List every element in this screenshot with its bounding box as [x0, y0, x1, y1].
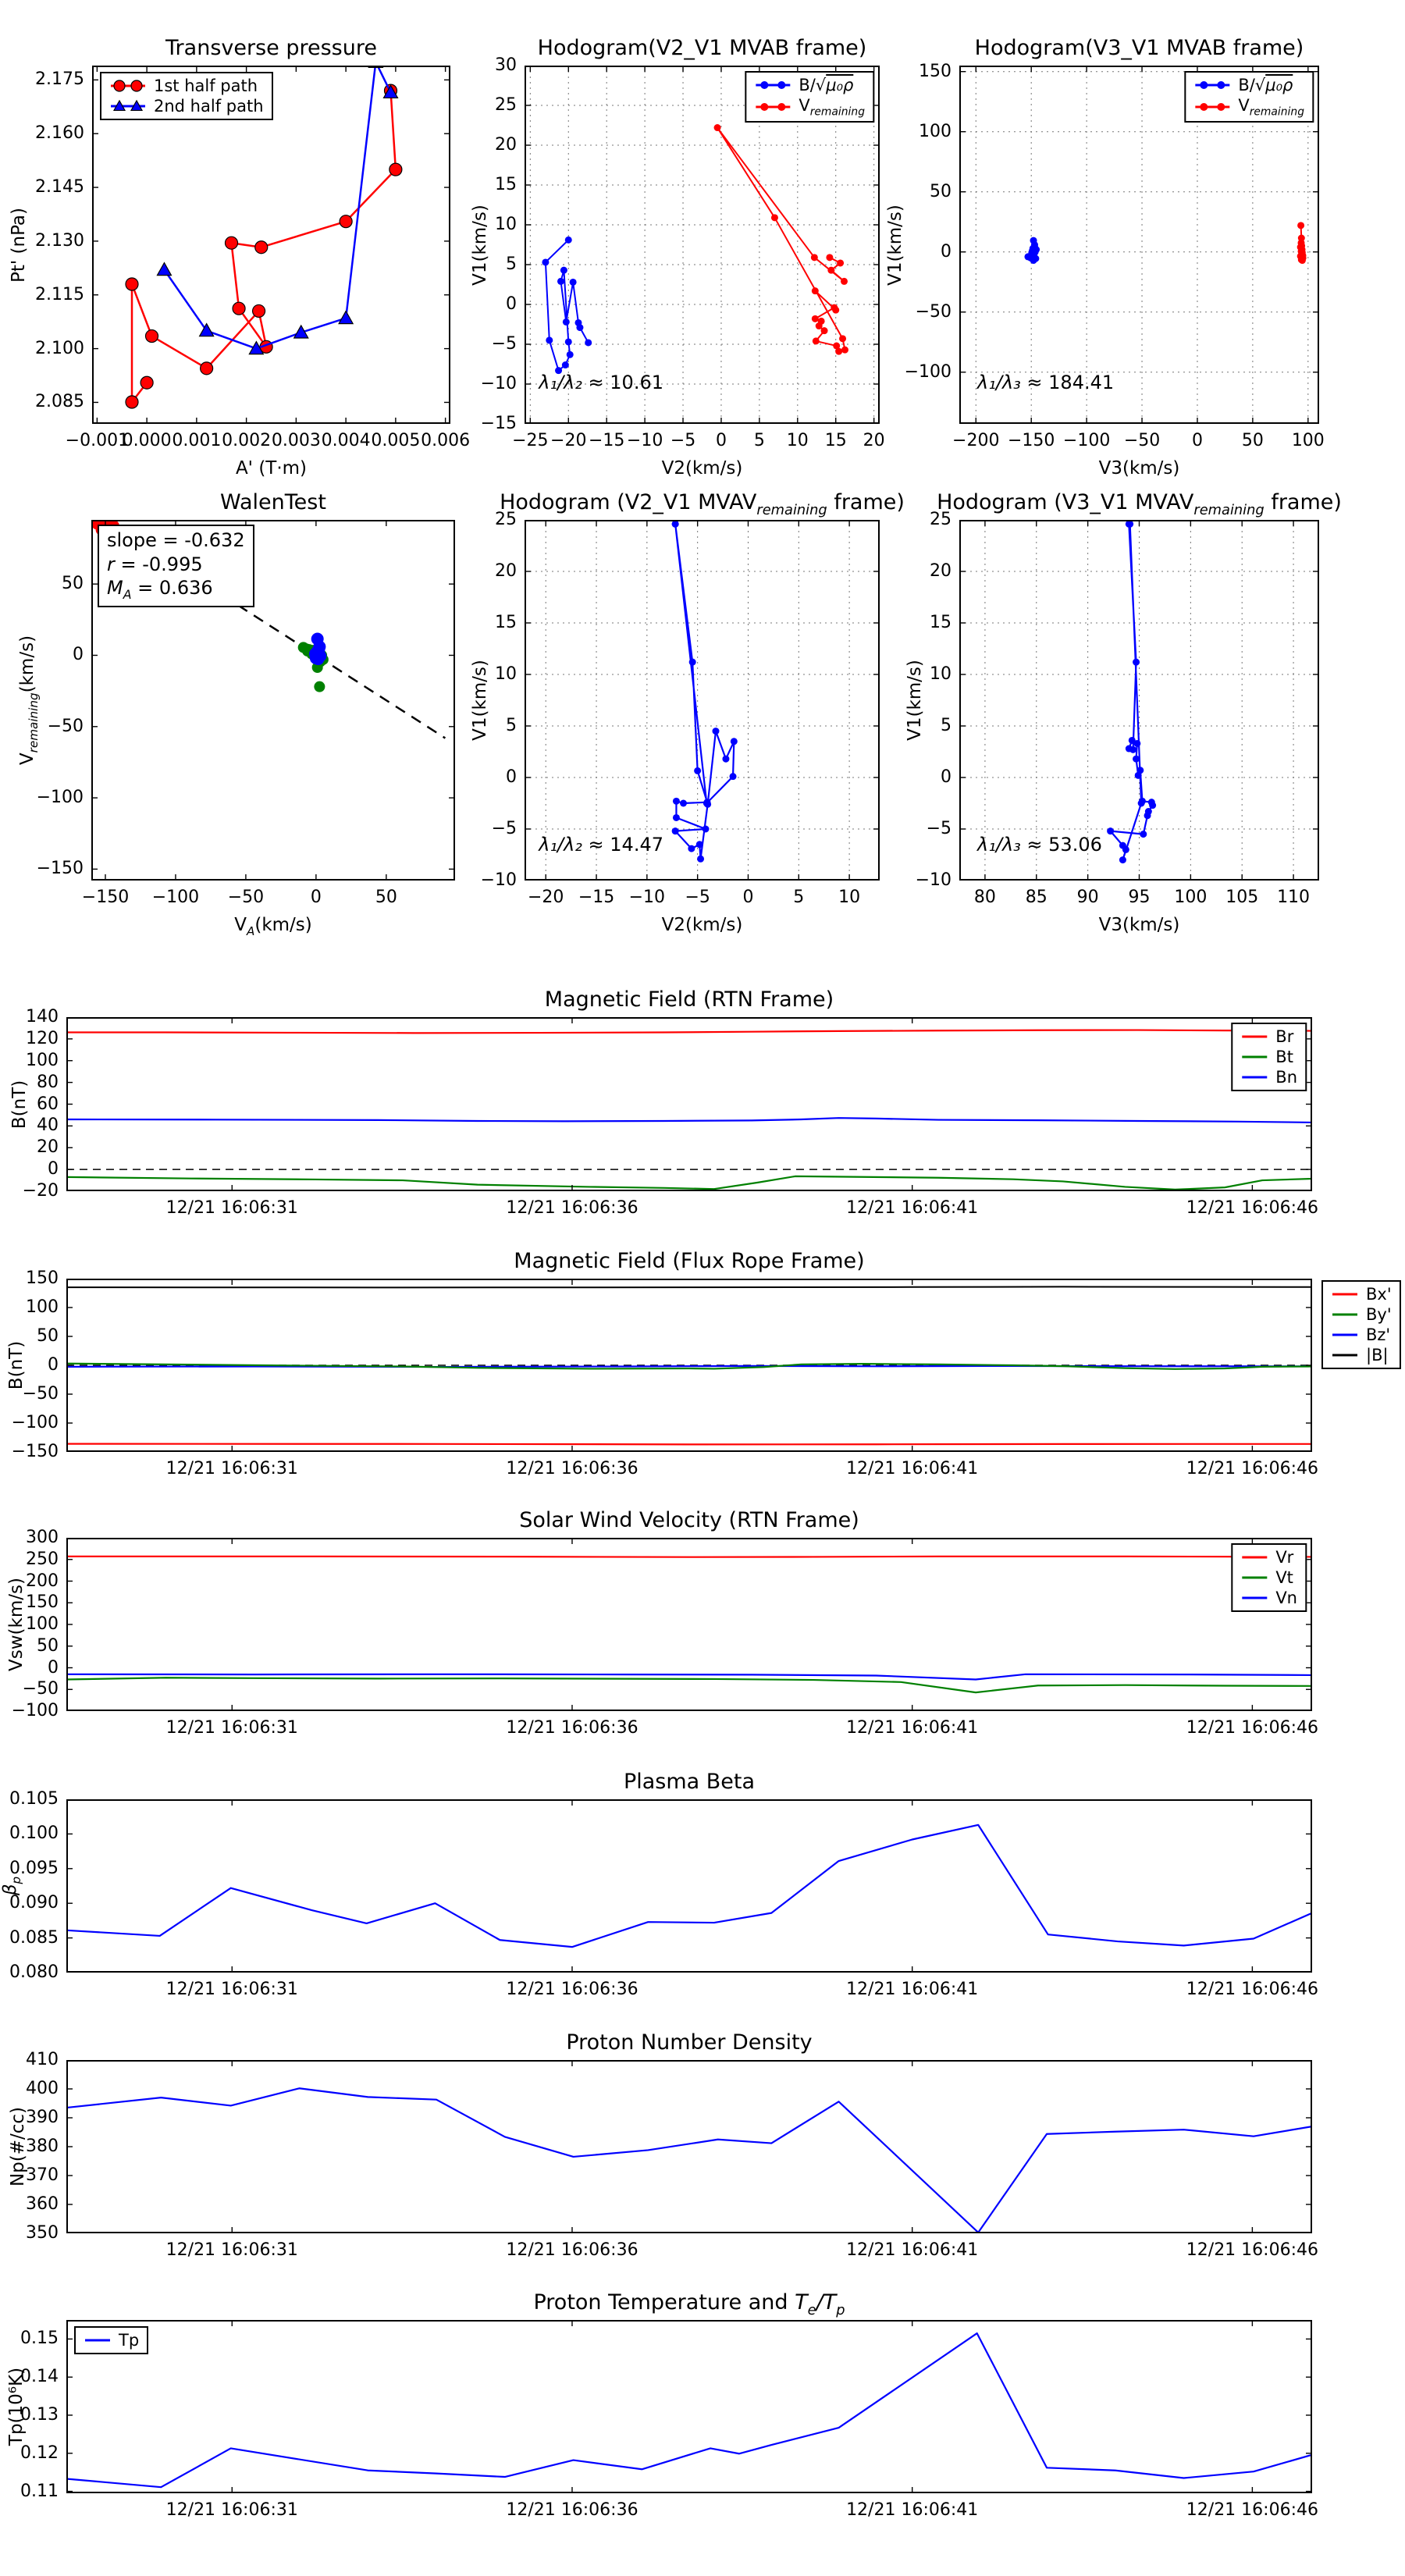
magnetic-rtn-ylabel: B(nT) — [9, 1080, 30, 1129]
proton-number-density-time-tick: 12/21 16:06:46 — [1186, 2240, 1318, 2260]
solar-wind-velocity-ytick: 150 — [26, 1592, 59, 1613]
hodogram-v2v1-mvab-xlabel: V2(km/s) — [661, 458, 743, 479]
hodogram-v3v1-mvav-svg — [959, 520, 1319, 881]
hodogram-v3v1-mvab-ytick: 150 — [919, 61, 951, 81]
hodogram-v2v1-mvab-legend — [745, 71, 874, 123]
hodogram-v2v1-mvab-ytick: −5 — [491, 334, 517, 354]
hodogram-v2v1-mvav-annotation: λ₁/λ₂ ≈ 14.47 — [539, 833, 663, 856]
proton-number-density-title: Proton Number Density — [566, 2030, 813, 2055]
proton-number-density-time-tick: 12/21 16:06:31 — [165, 2240, 298, 2260]
transverse-pressure-ytick: 2.175 — [35, 69, 84, 90]
hodogram-v3v1-mvab-ytick: 50 — [930, 181, 951, 201]
hodogram-v2v1-mvab-xtick: 15 — [824, 431, 847, 450]
proton-temperature-ylabel: Tp(10⁶K) — [6, 2367, 27, 2446]
proton-temperature-legend — [74, 2326, 148, 2354]
hodogram-v3v1-mvab-title: Hodogram(V3_V1 MVAB frame) — [974, 36, 1304, 60]
hodogram-v3v1-mvab-xtick: −100 — [1062, 431, 1111, 450]
hodogram-v3v1-mvab-xtick: −150 — [1007, 431, 1055, 450]
walen-test-ytick: −100 — [36, 788, 84, 808]
hodogram-v3v1-mvav-title: Hodogram (V3_V1 $MVAV_{remaining}$ frame) — [937, 490, 1342, 518]
hodogram-v3v1-mvab-xtick: −50 — [1123, 431, 1161, 450]
magnetic-fluxrope-ytick: −150 — [11, 1442, 59, 1461]
proton-temperature-plot-area — [66, 2320, 1312, 2493]
legend-swatch — [1193, 77, 1231, 93]
magnetic-fluxrope-ylabel: B(nT) — [6, 1340, 27, 1390]
plasma-beta-svg — [66, 1799, 1312, 1973]
proton-temperature-time-tick: 12/21 16:06:31 — [165, 2500, 298, 2520]
solar-wind-velocity-ytick: 0 — [48, 1657, 59, 1678]
hodogram-v2v1-mvav-ytick: 20 — [495, 561, 517, 581]
transverse-pressure-ytick: 2.145 — [35, 177, 84, 197]
proton-number-density-ytick: 360 — [26, 2194, 59, 2214]
legend-label: Vn — [1275, 1589, 1297, 1607]
magnetic-fluxrope-time-tick: 12/21 16:06:46 — [1186, 1459, 1318, 1478]
solar-wind-velocity-svg — [66, 1538, 1312, 1711]
hodogram-v2v1-mvav-xtick: 10 — [838, 888, 861, 907]
walen-test-ytick: 0 — [73, 645, 84, 665]
legend-swatch — [109, 98, 147, 114]
walen-test-xlabel: $V_A(km/s)$ — [234, 915, 312, 938]
legend-label: 1st half path — [154, 76, 258, 95]
hodogram-v2v1-mvav-xtick: −15 — [578, 888, 615, 907]
hodogram-v3v1-mvav-ytick: 20 — [930, 561, 951, 581]
hodogram-v3v1-mvav-ytick: −5 — [926, 819, 951, 838]
transverse-pressure-xtick: 0.000 — [122, 431, 172, 450]
hodogram-v2v1-mvav-xtick: −10 — [628, 888, 666, 907]
hodogram-v2v1-mvab-xtick: 0 — [715, 431, 727, 450]
plasma-beta-title: Plasma Beta — [623, 1770, 756, 1794]
hodogram-v2v1-mvab-ytick: 5 — [506, 254, 517, 274]
hodogram-v2v1-mvab-ytick: 20 — [495, 135, 517, 155]
magnetic-rtn-ytick: 20 — [37, 1137, 59, 1158]
transverse-pressure-xtick: 0.006 — [421, 431, 471, 450]
magnetic-fluxrope-ytick: 150 — [26, 1268, 59, 1288]
hodogram-v2v1-mvav-svg — [525, 520, 880, 881]
hodogram-v2v1-mvav-xlabel: V2(km/s) — [661, 915, 743, 935]
walen-test-xtick: −150 — [81, 888, 130, 907]
legend-entry — [1240, 1568, 1297, 1587]
walen-test-ytick: 50 — [62, 574, 84, 594]
legend-entry — [1240, 1027, 1297, 1046]
magnetic-rtn-plot-area — [66, 1017, 1312, 1191]
transverse-pressure-ytick: 2.130 — [35, 230, 84, 251]
hodogram-v3v1-mvav-ytick: 25 — [930, 510, 951, 529]
legend-entry — [1331, 1346, 1392, 1364]
plasma-beta-time-tick: 12/21 16:06:46 — [1186, 1980, 1318, 1999]
magnetic-rtn-ytick: 40 — [37, 1115, 59, 1136]
solar-wind-velocity-legend — [1231, 1543, 1307, 1612]
legend-label: B/√μ₀ρ — [1238, 76, 1293, 94]
legend-label: Bn — [1275, 1068, 1297, 1087]
legend-swatch — [1240, 1570, 1268, 1585]
legend-swatch — [1240, 1049, 1268, 1065]
hodogram-v2v1-mvab-ytick: 30 — [495, 55, 517, 75]
proton-number-density-time-tick: 12/21 16:06:36 — [506, 2240, 638, 2260]
hodogram-v3v1-mvav-ytick: 10 — [930, 664, 951, 684]
proton-temperature-ytick: 0.11 — [20, 2481, 59, 2501]
magnetic-rtn-legend — [1231, 1023, 1307, 1091]
walen-test-xtick: 0 — [310, 888, 322, 907]
hodogram-v3v1-mvab-annotation: λ₁/λ₃ ≈ 184.41 — [977, 372, 1115, 394]
magnetic-fluxrope-ytick: −50 — [22, 1384, 59, 1404]
hodogram-v3v1-mvab-xtick: −200 — [952, 431, 1000, 450]
legend-label: Br — [1275, 1027, 1294, 1046]
proton-temperature-ytick: 0.12 — [20, 2443, 59, 2463]
magnetic-fluxrope-legend — [1321, 1280, 1401, 1369]
magnetic-fluxrope-ytick: 50 — [37, 1326, 59, 1346]
walen-test-stats-box — [98, 525, 254, 607]
hodogram-v3v1-mvav-ytick: 0 — [941, 767, 951, 787]
hodogram-v2v1-mvav-ytick: 15 — [495, 613, 517, 632]
transverse-pressure-xtick: −0.001 — [65, 431, 130, 450]
proton-temperature-ytick: 0.14 — [20, 2367, 59, 2387]
legend-swatch — [109, 78, 147, 94]
proton-number-density-ytick: 410 — [26, 2050, 59, 2069]
plasma-beta-ytick: 0.085 — [9, 1927, 59, 1948]
proton-number-density-ytick: 370 — [26, 2165, 59, 2185]
proton-number-density-ytick: 400 — [26, 2079, 59, 2098]
stats-line: slope = -0.632 — [107, 529, 245, 551]
transverse-pressure-xtick: 0.005 — [371, 431, 421, 450]
magnetic-fluxrope-ytick: 0 — [48, 1355, 59, 1375]
legend-entry — [1193, 96, 1304, 118]
legend-label: Bt — [1275, 1048, 1293, 1066]
hodogram-v2v1-mvav-title: Hodogram (V2_V1 $MVAV_{remaining}$ frame) — [500, 490, 905, 518]
proton-temperature-time-tick: 12/21 16:06:46 — [1186, 2500, 1318, 2520]
legend-entry — [754, 96, 865, 118]
solar-wind-velocity-plot-area — [66, 1538, 1312, 1711]
legend-entry — [754, 76, 865, 94]
magnetic-fluxrope-title: Magnetic Field (Flux Rope Frame) — [514, 1249, 865, 1273]
proton-number-density-ytick: 390 — [26, 2108, 59, 2127]
magnetic-rtn-ytick: 120 — [26, 1028, 59, 1048]
hodogram-v3v1-mvav-xtick: 95 — [1128, 888, 1151, 907]
legend-swatch — [1331, 1286, 1359, 1302]
stats-line: r = -0.995 — [107, 553, 203, 575]
magnetic-fluxrope-time-tick: 12/21 16:06:31 — [165, 1459, 298, 1478]
solar-wind-velocity-time-tick: 12/21 16:06:46 — [1186, 1718, 1318, 1738]
legend-swatch — [84, 2332, 112, 2348]
hodogram-v2v1-mvav-plot-area — [525, 520, 880, 881]
hodogram-v3v1-mvav-ytick: −10 — [915, 870, 951, 890]
hodogram-v2v1-mvav-ylabel: V1(km/s) — [470, 660, 490, 741]
proton-number-density-plot-area — [66, 2060, 1312, 2233]
hodogram-v3v1-mvab-legend — [1184, 71, 1314, 123]
hodogram-v2v1-mvab-ytick: 10 — [495, 215, 517, 234]
plasma-beta-ytick: 0.080 — [9, 1962, 59, 1982]
transverse-pressure-ylabel: Pt' (nPa) — [9, 207, 29, 283]
hodogram-v2v1-mvav-xtick: 0 — [742, 888, 754, 907]
hodogram-v3v1-mvab-xlabel: V3(km/s) — [1098, 458, 1180, 479]
hodogram-v3v1-mvav-ytick: 5 — [941, 716, 951, 735]
stats-line: $M_A = 0.636$ — [107, 577, 213, 603]
hodogram-v3v1-mvab-ytick: 100 — [919, 121, 951, 141]
proton-temperature-svg — [66, 2320, 1312, 2493]
walen-test-ytick: −150 — [36, 859, 84, 879]
transverse-pressure-xtick: 0.003 — [271, 431, 321, 450]
solar-wind-velocity-ytick: −100 — [11, 1701, 59, 1720]
hodogram-v3v1-mvab-xtick: 100 — [1291, 431, 1325, 450]
proton-temperature-ytick: 0.15 — [20, 2329, 59, 2349]
hodogram-v2v1-mvav-xtick: −20 — [528, 888, 564, 907]
plasma-beta-ytick: 0.095 — [9, 1858, 59, 1878]
legend-entry — [1331, 1285, 1392, 1304]
legend-label: $V_{remaining}$ — [799, 96, 865, 119]
legend-swatch — [1240, 1590, 1268, 1606]
solar-wind-velocity-ytick: 200 — [26, 1571, 59, 1591]
transverse-pressure-title: Transverse pressure — [165, 36, 377, 60]
hodogram-v2v1-mvab-ytick: 25 — [495, 95, 517, 115]
plasma-beta-plot-area — [66, 1799, 1312, 1973]
proton-temperature-time-tick: 12/21 16:06:36 — [506, 2500, 638, 2520]
legend-label: $V_{remaining}$ — [1238, 96, 1304, 119]
legend-label: Tp — [119, 2331, 140, 2350]
proton-number-density-svg — [66, 2060, 1312, 2233]
legend-entry — [1331, 1305, 1392, 1324]
magnetic-fluxrope-time-tick: 12/21 16:06:36 — [506, 1459, 638, 1478]
magnetic-fluxrope-ytick: −100 — [11, 1413, 59, 1432]
hodogram-v2v1-mvav-ytick: −10 — [480, 870, 517, 890]
proton-temperature-ytick: 0.13 — [20, 2404, 59, 2425]
hodogram-v2v1-mvab-xtick: 5 — [753, 431, 765, 450]
legend-entry — [1240, 1048, 1297, 1066]
legend-label: By' — [1366, 1305, 1392, 1324]
magnetic-fluxrope-ytick: 100 — [26, 1297, 59, 1317]
hodogram-v2v1-mvab-xtick: −10 — [626, 431, 663, 450]
magnetic-rtn-time-tick: 12/21 16:06:31 — [165, 1198, 298, 1218]
solar-wind-velocity-ytick: 50 — [37, 1635, 59, 1656]
hodogram-v2v1-mvav-xtick: −5 — [685, 888, 710, 907]
solar-wind-velocity-time-tick: 12/21 16:06:41 — [846, 1718, 979, 1738]
legend-entry — [84, 2331, 139, 2350]
hodogram-v3v1-mvav-xtick: 100 — [1174, 888, 1208, 907]
plasma-beta-ytick: 0.105 — [9, 1789, 59, 1809]
magnetic-rtn-time-tick: 12/21 16:06:36 — [506, 1198, 638, 1218]
magnetic-rtn-time-tick: 12/21 16:06:46 — [1186, 1198, 1318, 1218]
legend-swatch — [1240, 1550, 1268, 1565]
magnetic-rtn-ytick: 100 — [26, 1050, 59, 1070]
hodogram-v2v1-mvab-xtick: 10 — [786, 431, 809, 450]
hodogram-v2v1-mvav-ytick: 0 — [506, 767, 517, 787]
legend-swatch — [1240, 1029, 1268, 1044]
transverse-pressure-xlabel: A' (T·m) — [235, 458, 308, 479]
plasma-beta-ylabel: $\beta_p$ — [0, 1876, 23, 1896]
plasma-beta-ytick: 0.100 — [9, 1823, 59, 1844]
hodogram-v2v1-mvab-ylabel: V1(km/s) — [470, 204, 490, 286]
legend-label: |B| — [1366, 1346, 1389, 1364]
legend-label: Vt — [1275, 1568, 1293, 1587]
hodogram-v2v1-mvab-ytick: 0 — [506, 294, 517, 314]
hodogram-v3v1-mvab-ylabel: V1(km/s) — [885, 204, 905, 286]
hodogram-v2v1-mvab-ytick: −10 — [480, 374, 517, 393]
magnetic-rtn-ytick: −20 — [22, 1181, 59, 1201]
magnetic-rtn-time-tick: 12/21 16:06:41 — [846, 1198, 979, 1218]
hodogram-v2v1-mvab-xtick: 20 — [863, 431, 885, 450]
legend-label: Bx' — [1366, 1285, 1392, 1304]
proton-temperature-time-tick: 12/21 16:06:41 — [846, 2500, 979, 2520]
transverse-pressure-ytick: 2.085 — [35, 392, 84, 412]
legend-swatch — [754, 77, 791, 93]
transverse-pressure-ytick: 2.100 — [35, 338, 84, 358]
proton-temperature-title: Proton Temperature and $T_e/T_p$ — [533, 2290, 845, 2318]
hodogram-v3v1-mvav-annotation: λ₁/λ₃ ≈ 53.06 — [977, 833, 1102, 856]
solar-wind-velocity-ytick: 250 — [26, 1549, 59, 1569]
solar-wind-velocity-title: Solar Wind Velocity (RTN Frame) — [519, 1508, 859, 1532]
legend-swatch — [1331, 1307, 1359, 1322]
magnetic-fluxrope-plot-area — [66, 1279, 1312, 1452]
hodogram-v3v1-mvav-xtick: 85 — [1025, 888, 1048, 907]
transverse-pressure-xtick: 0.002 — [222, 431, 272, 450]
walen-test-ylabel: $V_{remaining}(km/s)$ — [17, 635, 41, 766]
hodogram-v2v1-mvab-ytick: 15 — [495, 175, 517, 194]
hodogram-v2v1-mvav-ytick: 5 — [506, 716, 517, 735]
legend-entry — [1193, 76, 1304, 94]
proton-number-density-ytick: 380 — [26, 2137, 59, 2156]
magnetic-fluxrope-time-tick: 12/21 16:06:41 — [846, 1459, 979, 1478]
hodogram-v2v1-mvab-title: Hodogram(V2_V1 MVAB frame) — [537, 36, 867, 60]
hodogram-v3v1-mvav-ytick: 15 — [930, 613, 951, 632]
magnetic-rtn-ytick: 80 — [37, 1072, 59, 1092]
legend-entry — [109, 97, 264, 116]
legend-entry — [109, 76, 264, 95]
transverse-pressure-legend — [100, 72, 273, 120]
transverse-pressure-xtick: 0.004 — [321, 431, 371, 450]
plasma-beta-time-tick: 12/21 16:06:31 — [165, 1980, 298, 1999]
hodogram-v2v1-mvab-ytick: −15 — [480, 414, 517, 433]
hodogram-v3v1-mvav-xtick: 105 — [1225, 888, 1259, 907]
hodogram-v3v1-mvav-xlabel: V3(km/s) — [1098, 915, 1180, 935]
legend-entry — [1240, 1548, 1297, 1567]
hodogram-v3v1-mvav-ylabel: V1(km/s) — [905, 660, 925, 741]
hodogram-v3v1-mvab-xtick: 0 — [1191, 431, 1203, 450]
solar-wind-velocity-ytick: 100 — [26, 1614, 59, 1634]
walen-test-xtick: −50 — [227, 888, 265, 907]
hodogram-v2v1-mvab-annotation: λ₁/λ₂ ≈ 10.61 — [539, 372, 663, 394]
hodogram-v3v1-mvab-ytick: −100 — [904, 361, 951, 382]
hodogram-v3v1-mvab-ytick: −50 — [915, 301, 951, 322]
transverse-pressure-ytick: 2.115 — [35, 284, 84, 304]
legend-entry — [1240, 1589, 1297, 1607]
walen-test-xtick: 50 — [375, 888, 397, 907]
hodogram-v3v1-mvav-xtick: 90 — [1076, 888, 1099, 907]
solar-wind-velocity-ylabel: Vsw(km/s) — [6, 1578, 27, 1671]
magnetic-rtn-ytick: 140 — [26, 1007, 59, 1026]
legend-entry — [1331, 1325, 1392, 1344]
hodogram-v2v1-mvav-xtick: 5 — [793, 888, 805, 907]
legend-swatch — [1193, 99, 1231, 115]
legend-label: 2nd half path — [154, 97, 264, 116]
hodogram-v2v1-mvav-ytick: −5 — [491, 819, 517, 838]
hodogram-v3v1-mvav-plot-area — [959, 520, 1319, 881]
legend-swatch — [1331, 1327, 1359, 1343]
hodogram-v2v1-mvav-ytick: 25 — [495, 510, 517, 529]
legend-swatch — [754, 99, 791, 115]
solar-wind-velocity-ytick: −50 — [22, 1679, 59, 1699]
magnetic-rtn-ytick: 0 — [48, 1159, 59, 1179]
legend-entry — [1240, 1068, 1297, 1087]
proton-number-density-ytick: 350 — [26, 2223, 59, 2243]
walen-test-xtick: −100 — [151, 888, 200, 907]
hodogram-v2v1-mvav-ytick: 10 — [495, 664, 517, 684]
solar-wind-velocity-time-tick: 12/21 16:06:36 — [506, 1718, 638, 1738]
hodogram-v2v1-mvab-xtick: −15 — [588, 431, 625, 450]
legend-swatch — [1331, 1347, 1359, 1363]
magnetic-fluxrope-svg — [66, 1279, 1312, 1452]
magnetic-rtn-ytick: 60 — [37, 1094, 59, 1114]
transverse-pressure-xtick: 0.001 — [172, 431, 222, 450]
legend-swatch — [1240, 1069, 1268, 1085]
plasma-beta-ytick: 0.090 — [9, 1893, 59, 1913]
solar-wind-velocity-ytick: 300 — [26, 1528, 59, 1547]
transverse-pressure-ytick: 2.160 — [35, 123, 84, 144]
proton-number-density-time-tick: 12/21 16:06:41 — [846, 2240, 979, 2260]
proton-number-density-ylabel: Np(#/cc) — [8, 2106, 28, 2187]
hodogram-v3v1-mvab-ytick: 0 — [941, 241, 951, 262]
legend-label: B/√μ₀ρ — [799, 76, 854, 94]
hodogram-v2v1-mvab-xtick: −25 — [512, 431, 549, 450]
hodogram-v3v1-mvav-xtick: 110 — [1277, 888, 1311, 907]
legend-label: Vr — [1275, 1548, 1294, 1567]
hodogram-v2v1-mvab-xtick: −20 — [550, 431, 587, 450]
legend-label: Bz' — [1366, 1325, 1391, 1344]
hodogram-v3v1-mvab-xtick: 50 — [1241, 431, 1264, 450]
walen-test-ytick: −50 — [47, 716, 84, 736]
walen-test-title: WalenTest — [220, 490, 326, 514]
hodogram-v2v1-mvab-xtick: −5 — [670, 431, 696, 450]
plasma-beta-time-tick: 12/21 16:06:36 — [506, 1980, 638, 1999]
solar-wind-velocity-time-tick: 12/21 16:06:31 — [165, 1718, 298, 1738]
hodogram-v3v1-mvav-xtick: 80 — [973, 888, 996, 907]
magnetic-rtn-svg — [66, 1017, 1312, 1191]
magnetic-rtn-title: Magnetic Field (RTN Frame) — [544, 987, 834, 1012]
plasma-beta-time-tick: 12/21 16:06:41 — [846, 1980, 979, 1999]
